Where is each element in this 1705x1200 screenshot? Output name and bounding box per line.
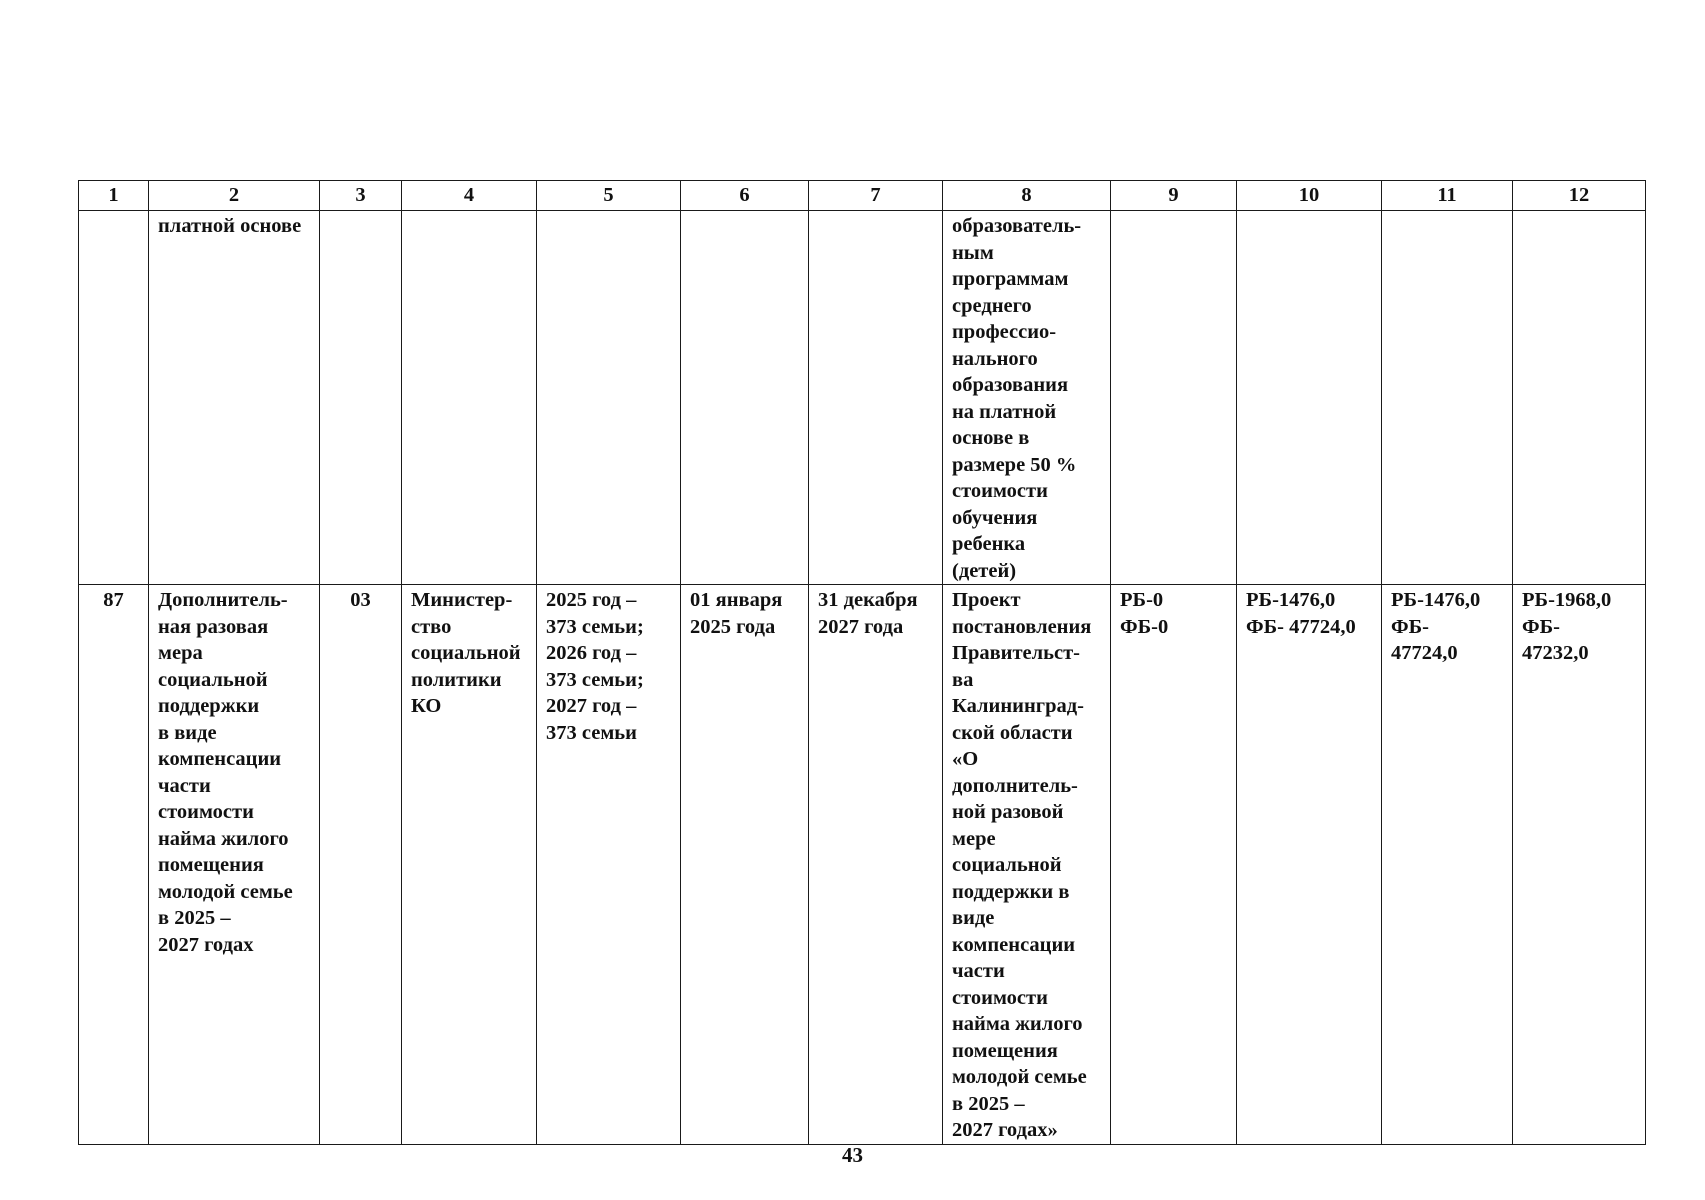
- cell-funding-col12: РБ-1968,0 ФБ- 47232,0: [1513, 585, 1646, 1145]
- cell-funding-col10: [1237, 211, 1382, 585]
- cell-start-date: [681, 211, 809, 585]
- column-header: 11: [1382, 181, 1513, 211]
- column-header: 9: [1111, 181, 1237, 211]
- column-header: 4: [402, 181, 537, 211]
- table-row-continuation: [79, 211, 1646, 585]
- cell-volume: 2025 год – 373 семьи; 2026 год – 373 семьи; 2027 год – 373 семьи: [537, 585, 681, 1145]
- cell-measure-name: Дополнитель- ная разовая мера социальной поддержки в виде компенсации части стоимости найма жилого помещения молодой семье в 2025 – 2027 годах: [149, 585, 320, 1145]
- cell-funding-col9: [1111, 211, 1237, 585]
- cell-volume: [537, 211, 681, 585]
- cell-funding-col12: [1513, 211, 1646, 585]
- column-header: 7: [809, 181, 943, 211]
- column-header: 6: [681, 181, 809, 211]
- cell-funding-col9: РБ-0 ФБ-0: [1111, 585, 1237, 1145]
- table-row-87: [79, 585, 1646, 1145]
- cell-legal-act: образователь- ным программам среднего профессио- нального образования на платной основе в размере 50 % стоимости обучения ребенка (детей): [943, 211, 1111, 585]
- cell-measure-name: платной основе: [149, 211, 320, 585]
- column-header: 2: [149, 181, 320, 211]
- cell-code: [320, 211, 402, 585]
- cell-end-date: 31 декабря 2027 года: [809, 585, 943, 1145]
- cell-responsible: [402, 211, 537, 585]
- page-number: 43: [842, 1143, 863, 1167]
- cell-funding-col11: [1382, 211, 1513, 585]
- cell-legal-act: Проект постановления Правительст- ва Калининград- ской области «О дополнитель- ной разовой мере социальной поддержки в виде компенсации части стоимости найма жилого помещения молодой семье в 2025 – 2027 годах»: [943, 585, 1111, 1145]
- cell-code: 03: [320, 585, 402, 1145]
- column-header: 8: [943, 181, 1111, 211]
- cell-end-date: [809, 211, 943, 585]
- column-header: 10: [1237, 181, 1382, 211]
- program-table: [78, 180, 1646, 1145]
- column-header: 12: [1513, 181, 1646, 211]
- cell-responsible: Министер- ство социальной политики КО: [402, 585, 537, 1145]
- column-header: 5: [537, 181, 681, 211]
- cell-funding-col10: РБ-1476,0 ФБ- 47724,0: [1237, 585, 1382, 1145]
- header-row: [79, 181, 1646, 211]
- cell-start-date: 01 января 2025 года: [681, 585, 809, 1145]
- cell-number: 87: [79, 585, 149, 1145]
- cell-number: [79, 211, 149, 585]
- column-header: 1: [79, 181, 149, 211]
- cell-funding-col11: РБ-1476,0 ФБ- 47724,0: [1382, 585, 1513, 1145]
- column-header: 3: [320, 181, 402, 211]
